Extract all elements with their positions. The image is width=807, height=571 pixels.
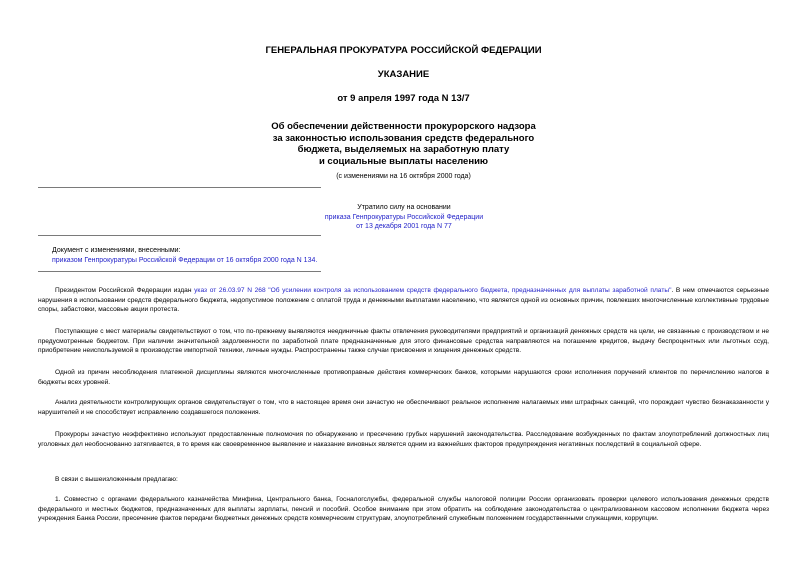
revocation-text: Утратило силу на основании (357, 204, 451, 211)
separator-rule (38, 187, 321, 188)
changes-block (52, 246, 352, 265)
body-paragraph: Анализ деятельности контролирующих органов свидетельствует о том, что в настоящее время они зачастую не обеспечивают реальное исполнение налагаемых ими штрафных санкций, что порождает чувство безнаказанности у нарушителей и не способствует исправлению создавшегося положения. (38, 399, 769, 416)
body-paragraph: Прокуроры зачастую неэффективно используют предоставленные полномочия по обнаружению и пресечению грубых нарушений законодательства. Расследование возбужденных по фактам злоупотреблений должностных лиц уголовных дел необоснованно затягивается, в то время как своевременное выявление и наказание виновных является одним из важнейших факторов предупреждения негативных последствий в социальной сфере. (38, 431, 769, 448)
document-type: УКАЗАНИЕ (377, 69, 430, 80)
separator-rule (38, 271, 321, 272)
body-paragraph: Поступающие с мест материалы свидетельствуют о том, что по-прежнему выявляются неединичные факты отвлечения руководителями предприятий и организаций денежных средств на цели, не связанные с производством и не предусмотренные бюджетом. При наличии значительной задолженности по заработной плате предназначенные для этого финансовые средства направляются на погашение кредитов, выдачу беспроцентных или льготных ссуд, приобретение неиспользуемой в производстве импортной техники, личные нужды. Распространены также случаи присвоения и хищения денежных средств. (38, 328, 769, 355)
amendment-note: (с изменениями на 16 октября 2000 года) (336, 173, 471, 180)
body-paragraph (38, 286, 769, 315)
paragraph-text: . В нем отмечаются серьезные нарушения в использовании средств федерального бюджета, недопустимое положение с оплатой труда и денежными выплатами населению, что является одной из основных причин, повлекших многочисленные коллективные трудовые споры, забастовки, массовые акции протеста. (38, 287, 769, 314)
body-paragraph: Одной из причин несоблюдения платежной дисциплины являются многочисленные противоправные действия коммерческих банков, которыми нарушаются сроки исполнения поручений клиентов по перечислению налогов в бюджеты всех уровней. (38, 369, 769, 386)
paragraph-text: Президентом Российской Федерации издан (55, 287, 195, 294)
revocation-note (306, 203, 502, 232)
title-line: и социальные выплаты населению (318, 155, 489, 167)
issuing-organization: ГЕНЕРАЛЬНАЯ ПРОКУРАТУРА РОССИЙСКОЙ ФЕДЕРАЦИИ (265, 45, 542, 56)
document-date-number: от 9 апреля 1997 года N 13/7 (337, 93, 470, 104)
changes-link[interactable]: приказом Генпрокуратуры Российской Федерации от 16 октября 2000 года N 134. (52, 256, 318, 264)
revocation-link[interactable]: приказа Генпрокуратуры Российской Федерации (324, 213, 484, 221)
decree-link[interactable]: указ от 26.03.97 N 268 "Об усилении контроля за использованием средств федерального бюджета, предназначенных для выплаты заработной платы" (194, 287, 672, 294)
body-paragraph: 1. Совместно с органами федерального казначейства Минфина, Центрального банка, Госналогслужбы, федеральной службы налоговой полиции России организовать проверки целевого использования денежных средств федерального и местных бюджетов, предназначенных для выплаты зарплаты, пенсий и пособий. Особое внимание при этом обратить на соблюдение законодательства о централизованном кассовом исполнении бюджета через учреждения Банка России, пресечение фактов передачи бюджетных денежных средств коммерческим структурам, злоупотреблений служебным положением государственными служащими, коррупции. (38, 496, 769, 523)
changes-label: Документ с изменениями, внесенными: (52, 247, 181, 254)
separator-rule (38, 235, 321, 236)
revocation-link-date[interactable]: от 13 декабря 2001 года N 77 (356, 223, 452, 230)
body-paragraph: В связи с вышеизложенным предлагаю: (55, 476, 178, 483)
document-title (0, 121, 807, 167)
title-line: за законностью использования средств федерального (272, 132, 535, 144)
title-line: Об обеспечении действенности прокурорского надзора (271, 121, 536, 132)
title-line: бюджета, выделяемых на заработную плату (297, 144, 510, 155)
